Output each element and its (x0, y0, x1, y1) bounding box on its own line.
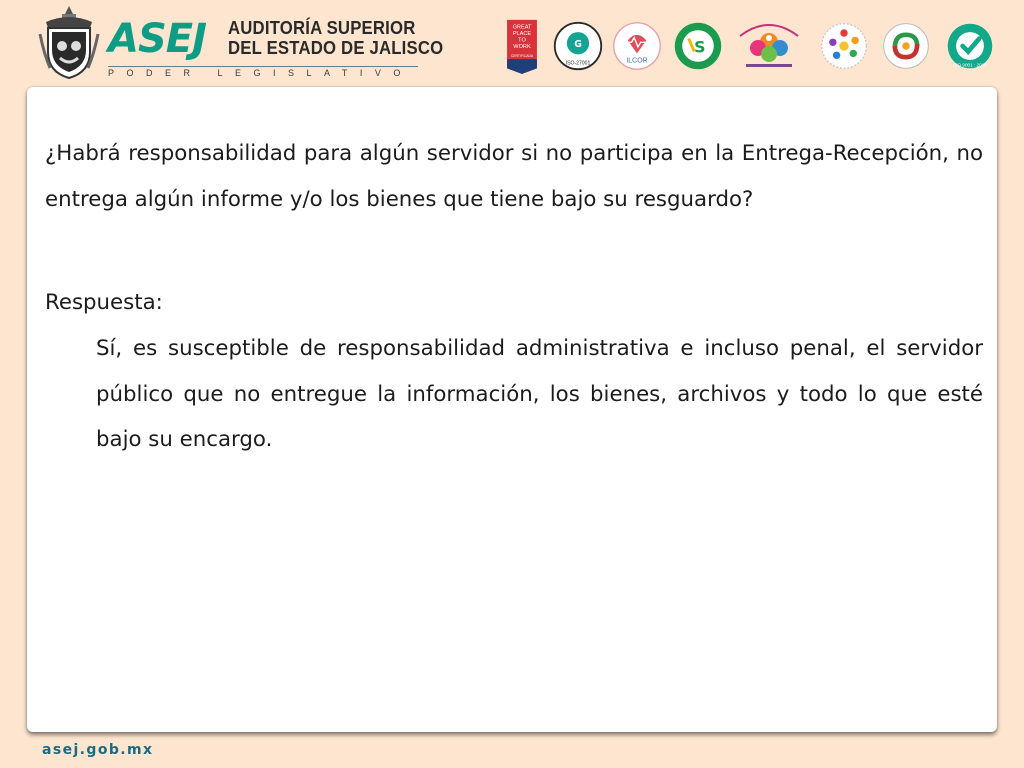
svg-text:G: G (574, 38, 582, 50)
ilcor-label: ILCOR (626, 57, 648, 65)
iso-9001-seal (944, 18, 996, 74)
inclusion-seal (818, 18, 870, 74)
gptw-line-4: WORK (513, 43, 531, 50)
brand-line-estado: DEL ESTADO DE JALISCO (228, 38, 444, 58)
certification-logos (496, 18, 1000, 76)
gptw-line-1: GREAT (512, 24, 532, 31)
header (0, 0, 1024, 86)
brand-tagline: PODER LEGISLATIVO (108, 68, 413, 78)
content-card (27, 87, 997, 732)
iso9001-label: ISO 9001 : 2015 (953, 62, 987, 68)
gptw-line-2: PLACE (512, 30, 532, 37)
iso27001-label: ISO-27001 (565, 60, 591, 67)
distintivo-empresa-incluyente-logo (736, 18, 802, 74)
brand-line-auditoria: AUDITORÍA SUPERIOR (228, 18, 416, 38)
footer-url[interactable]: asej.gob.mx (42, 742, 154, 758)
svg-text:S: S (694, 37, 706, 57)
gptw-line-3: TO (518, 37, 526, 44)
hands-seal (880, 18, 932, 74)
iso-27001-seal (552, 18, 604, 74)
answer-text: Sí, es susceptible de responsabilidad administrativa e incluso penal, el servidor público que no entregue la información, los bienes, archivos y todo lo que esté bajo su encargo. (96, 336, 983, 452)
asej-wordmark: ASEJ (108, 16, 206, 62)
ilcor-logo (611, 18, 663, 74)
jalisco-crest-logo (38, 4, 100, 80)
great-place-to-work-logo (496, 18, 548, 74)
gptw-line-5: CERTIFICADA (510, 54, 534, 59)
brand-divider (108, 66, 418, 67)
question-text: ¿Habrá responsabilidad para algún servidor si no participa en la Entrega-Recepción, no entrega algún informe y/o los bienes que tiene bajo su resguardo? (45, 141, 983, 212)
answer-label: Respuesta: (45, 290, 163, 315)
empresa-socialmente-responsable-seal (672, 18, 724, 74)
